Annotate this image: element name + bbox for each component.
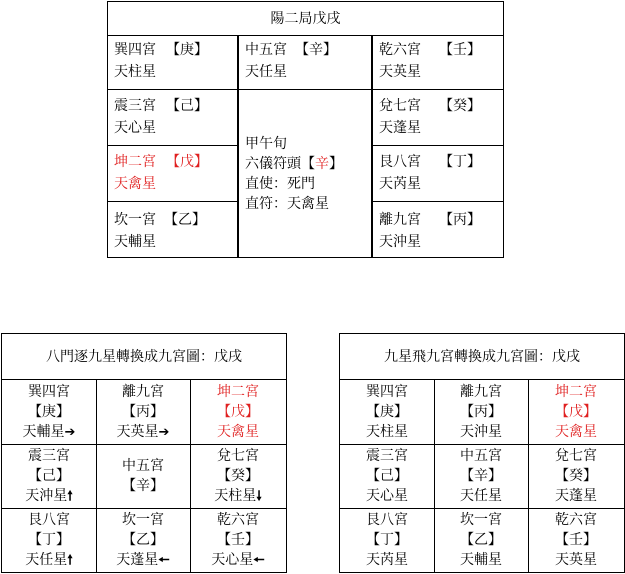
palace-label: 艮八宮 bbox=[28, 512, 70, 528]
top-title: 陽二局戊戌 bbox=[270, 11, 341, 27]
stem-label: 【丙】 bbox=[439, 212, 481, 228]
right-grid bbox=[339, 379, 625, 573]
palace-label: 中五宮 bbox=[245, 42, 287, 58]
stem-label: 【庚】 bbox=[28, 404, 70, 420]
grid-cell bbox=[2, 444, 96, 508]
cell-gen8 bbox=[372, 145, 504, 202]
grid-cell bbox=[528, 380, 624, 444]
grid-cell bbox=[2, 380, 96, 444]
stem-label: 【乙】 bbox=[164, 212, 206, 228]
right-title: 九星飛九宮轉換成九宮圖：戊戌 bbox=[384, 349, 580, 365]
arrow-left-icon: 🠔 bbox=[253, 553, 265, 568]
star-line bbox=[340, 422, 434, 442]
star-line bbox=[528, 422, 624, 442]
fu-tou-stem: 辛 bbox=[315, 156, 329, 172]
palace-label: 震三宮 bbox=[366, 448, 408, 464]
fu-tou-suffix: 】 bbox=[329, 156, 343, 172]
palace-label: 坤二宮 bbox=[555, 384, 597, 400]
star-line bbox=[434, 422, 528, 442]
left-title: 八門逐九星轉換成九宮圖：戊戌 bbox=[46, 349, 242, 365]
palace-label: 坤二宮 bbox=[114, 154, 156, 170]
star-line bbox=[340, 550, 434, 570]
star-label: 天沖星 bbox=[25, 488, 68, 504]
star-label: 天英星 bbox=[379, 64, 421, 80]
stem-label: 【丁】 bbox=[366, 532, 408, 548]
grid-cell bbox=[190, 380, 286, 444]
cell-xun4 bbox=[107, 35, 238, 90]
palace-label: 中五宮 bbox=[460, 448, 502, 464]
palace-label: 離九宮 bbox=[122, 384, 164, 400]
stem-label: 【戊】 bbox=[166, 154, 208, 170]
palace-label: 巽四宮 bbox=[28, 384, 70, 400]
stem-label: 【丁】 bbox=[28, 532, 70, 548]
star-line bbox=[2, 550, 96, 571]
grid-cell bbox=[434, 380, 528, 444]
palace-label: 乾六宮 bbox=[217, 512, 259, 528]
stem-label: 【辛】 bbox=[122, 478, 164, 494]
cell-zhong5 bbox=[238, 35, 372, 90]
stem-label: 【丁】 bbox=[439, 154, 481, 170]
stem-label: 【乙】 bbox=[122, 532, 164, 548]
palace-label: 震三宮 bbox=[114, 98, 156, 114]
stem-label: 【辛】 bbox=[295, 42, 337, 58]
grid-cell bbox=[96, 380, 190, 444]
stem-label: 【庚】 bbox=[166, 42, 208, 58]
cell-dui7 bbox=[372, 89, 504, 146]
stem-label: 【辛】 bbox=[460, 468, 502, 484]
palace-label: 兌七宮 bbox=[555, 448, 597, 464]
stem-label: 【戊】 bbox=[217, 404, 259, 420]
stem-label: 【己】 bbox=[366, 468, 408, 484]
star-line bbox=[190, 550, 286, 571]
palace-label: 乾六宮 bbox=[555, 512, 597, 528]
star-line bbox=[528, 486, 624, 506]
grid-cell bbox=[434, 508, 528, 572]
palace-label: 離九宮 bbox=[379, 212, 421, 228]
palace-label: 坎一宮 bbox=[114, 212, 156, 228]
stem-label: 【壬】 bbox=[555, 532, 597, 548]
palace-label: 兌七宮 bbox=[379, 98, 421, 114]
arrow-right-icon: ➔ bbox=[64, 425, 76, 440]
cell-li9 bbox=[372, 201, 504, 258]
star-line bbox=[528, 550, 624, 570]
star-label: 天心星 bbox=[366, 488, 408, 504]
star-label: 天禽星 bbox=[555, 424, 597, 440]
stem-label: 【己】 bbox=[166, 98, 208, 114]
left-grid bbox=[1, 379, 287, 573]
arrow-up-icon: 🠕 bbox=[67, 553, 73, 568]
star-label: 天輔星 bbox=[460, 552, 502, 568]
palace-label: 中五宮 bbox=[122, 458, 164, 474]
palace-label: 兌七宮 bbox=[217, 448, 259, 464]
palace-label: 坤二宮 bbox=[217, 384, 259, 400]
cell-kun2 bbox=[107, 145, 238, 202]
fu-tou-prefix: 六儀符頭【 bbox=[245, 156, 315, 172]
star-line bbox=[2, 486, 96, 507]
stem-label: 【丙】 bbox=[460, 404, 502, 420]
star-label: 天禽星 bbox=[114, 176, 156, 192]
star-label: 天任星 bbox=[245, 64, 287, 80]
cell-qian6 bbox=[372, 35, 504, 90]
star-line bbox=[96, 422, 190, 443]
grid-cell bbox=[528, 508, 624, 572]
left-title-box bbox=[1, 333, 287, 380]
star-line bbox=[434, 550, 528, 570]
palace-label: 離九宮 bbox=[460, 384, 502, 400]
star-label: 天柱星 bbox=[366, 424, 408, 440]
star-label: 天心星 bbox=[211, 552, 254, 568]
palace-label: 乾六宮 bbox=[379, 42, 421, 58]
grid-cell bbox=[190, 508, 286, 572]
grid-cell bbox=[190, 444, 286, 508]
star-label: 天芮星 bbox=[379, 176, 421, 192]
arrow-down-icon: 🠗 bbox=[256, 489, 262, 504]
stem-label: 【壬】 bbox=[439, 42, 481, 58]
stem-label: 【己】 bbox=[28, 468, 70, 484]
grid-cell bbox=[340, 444, 434, 508]
stem-label: 【丙】 bbox=[122, 404, 164, 420]
grid-cell bbox=[434, 444, 528, 508]
stem-label: 【癸】 bbox=[555, 468, 597, 484]
star-label: 天心星 bbox=[114, 120, 156, 136]
star-label: 天沖星 bbox=[379, 234, 421, 250]
grid-cell bbox=[528, 444, 624, 508]
xun-label: 甲午旬 bbox=[245, 136, 287, 152]
stem-label: 【壬】 bbox=[217, 532, 259, 548]
star-label: 天沖星 bbox=[460, 424, 502, 440]
star-line bbox=[434, 486, 528, 506]
grid-cell bbox=[340, 508, 434, 572]
star-label: 天蓬星 bbox=[116, 552, 159, 568]
star-label: 天輔星 bbox=[22, 424, 65, 440]
center-info bbox=[238, 89, 372, 258]
palace-label: 巽四宮 bbox=[366, 384, 408, 400]
palace-label: 坎一宮 bbox=[122, 512, 164, 528]
grid-cell bbox=[2, 508, 96, 572]
arrow-up-icon: 🠕 bbox=[67, 489, 73, 504]
star-label: 天輔星 bbox=[114, 234, 156, 250]
star-line bbox=[96, 550, 190, 571]
star-label: 天任星 bbox=[25, 552, 68, 568]
star-line bbox=[340, 486, 434, 506]
star-label: 天柱星 bbox=[214, 488, 257, 504]
star-label: 天蓬星 bbox=[555, 488, 597, 504]
arrow-left-icon: 🠔 bbox=[158, 553, 170, 568]
star-line bbox=[190, 486, 286, 507]
star-label: 天英星 bbox=[116, 424, 159, 440]
star-label: 天禽星 bbox=[217, 424, 259, 440]
cell-zhen3 bbox=[107, 89, 238, 146]
arrow-right-icon: ➔ bbox=[158, 425, 170, 440]
star-label: 天英星 bbox=[555, 552, 597, 568]
star-label: 天柱星 bbox=[114, 64, 156, 80]
zhi-shi-label: 直使：死門 bbox=[245, 176, 315, 192]
cell-kan1 bbox=[107, 201, 238, 258]
stem-label: 【庚】 bbox=[366, 404, 408, 420]
grid-cell bbox=[96, 508, 190, 572]
stem-label: 【癸】 bbox=[439, 98, 481, 114]
palace-label: 震三宮 bbox=[28, 448, 70, 464]
star-label: 天芮星 bbox=[366, 552, 408, 568]
star-line bbox=[2, 422, 96, 443]
stem-label: 【癸】 bbox=[217, 468, 259, 484]
palace-label: 坎一宮 bbox=[460, 512, 502, 528]
star-line bbox=[190, 422, 286, 442]
zhi-fu-label: 直符：天禽星 bbox=[245, 196, 329, 212]
right-title-box bbox=[339, 333, 625, 380]
grid-cell bbox=[96, 444, 190, 508]
fu-tou-label bbox=[245, 154, 343, 174]
stem-label: 【戊】 bbox=[555, 404, 597, 420]
palace-label: 巽四宮 bbox=[114, 42, 156, 58]
stem-label: 【乙】 bbox=[460, 532, 502, 548]
star-label: 天任星 bbox=[460, 488, 502, 504]
star-label: 天蓬星 bbox=[379, 120, 421, 136]
palace-label: 艮八宮 bbox=[379, 154, 421, 170]
grid-cell bbox=[340, 380, 434, 444]
top-title-box bbox=[107, 1, 504, 36]
palace-label: 艮八宮 bbox=[366, 512, 408, 528]
